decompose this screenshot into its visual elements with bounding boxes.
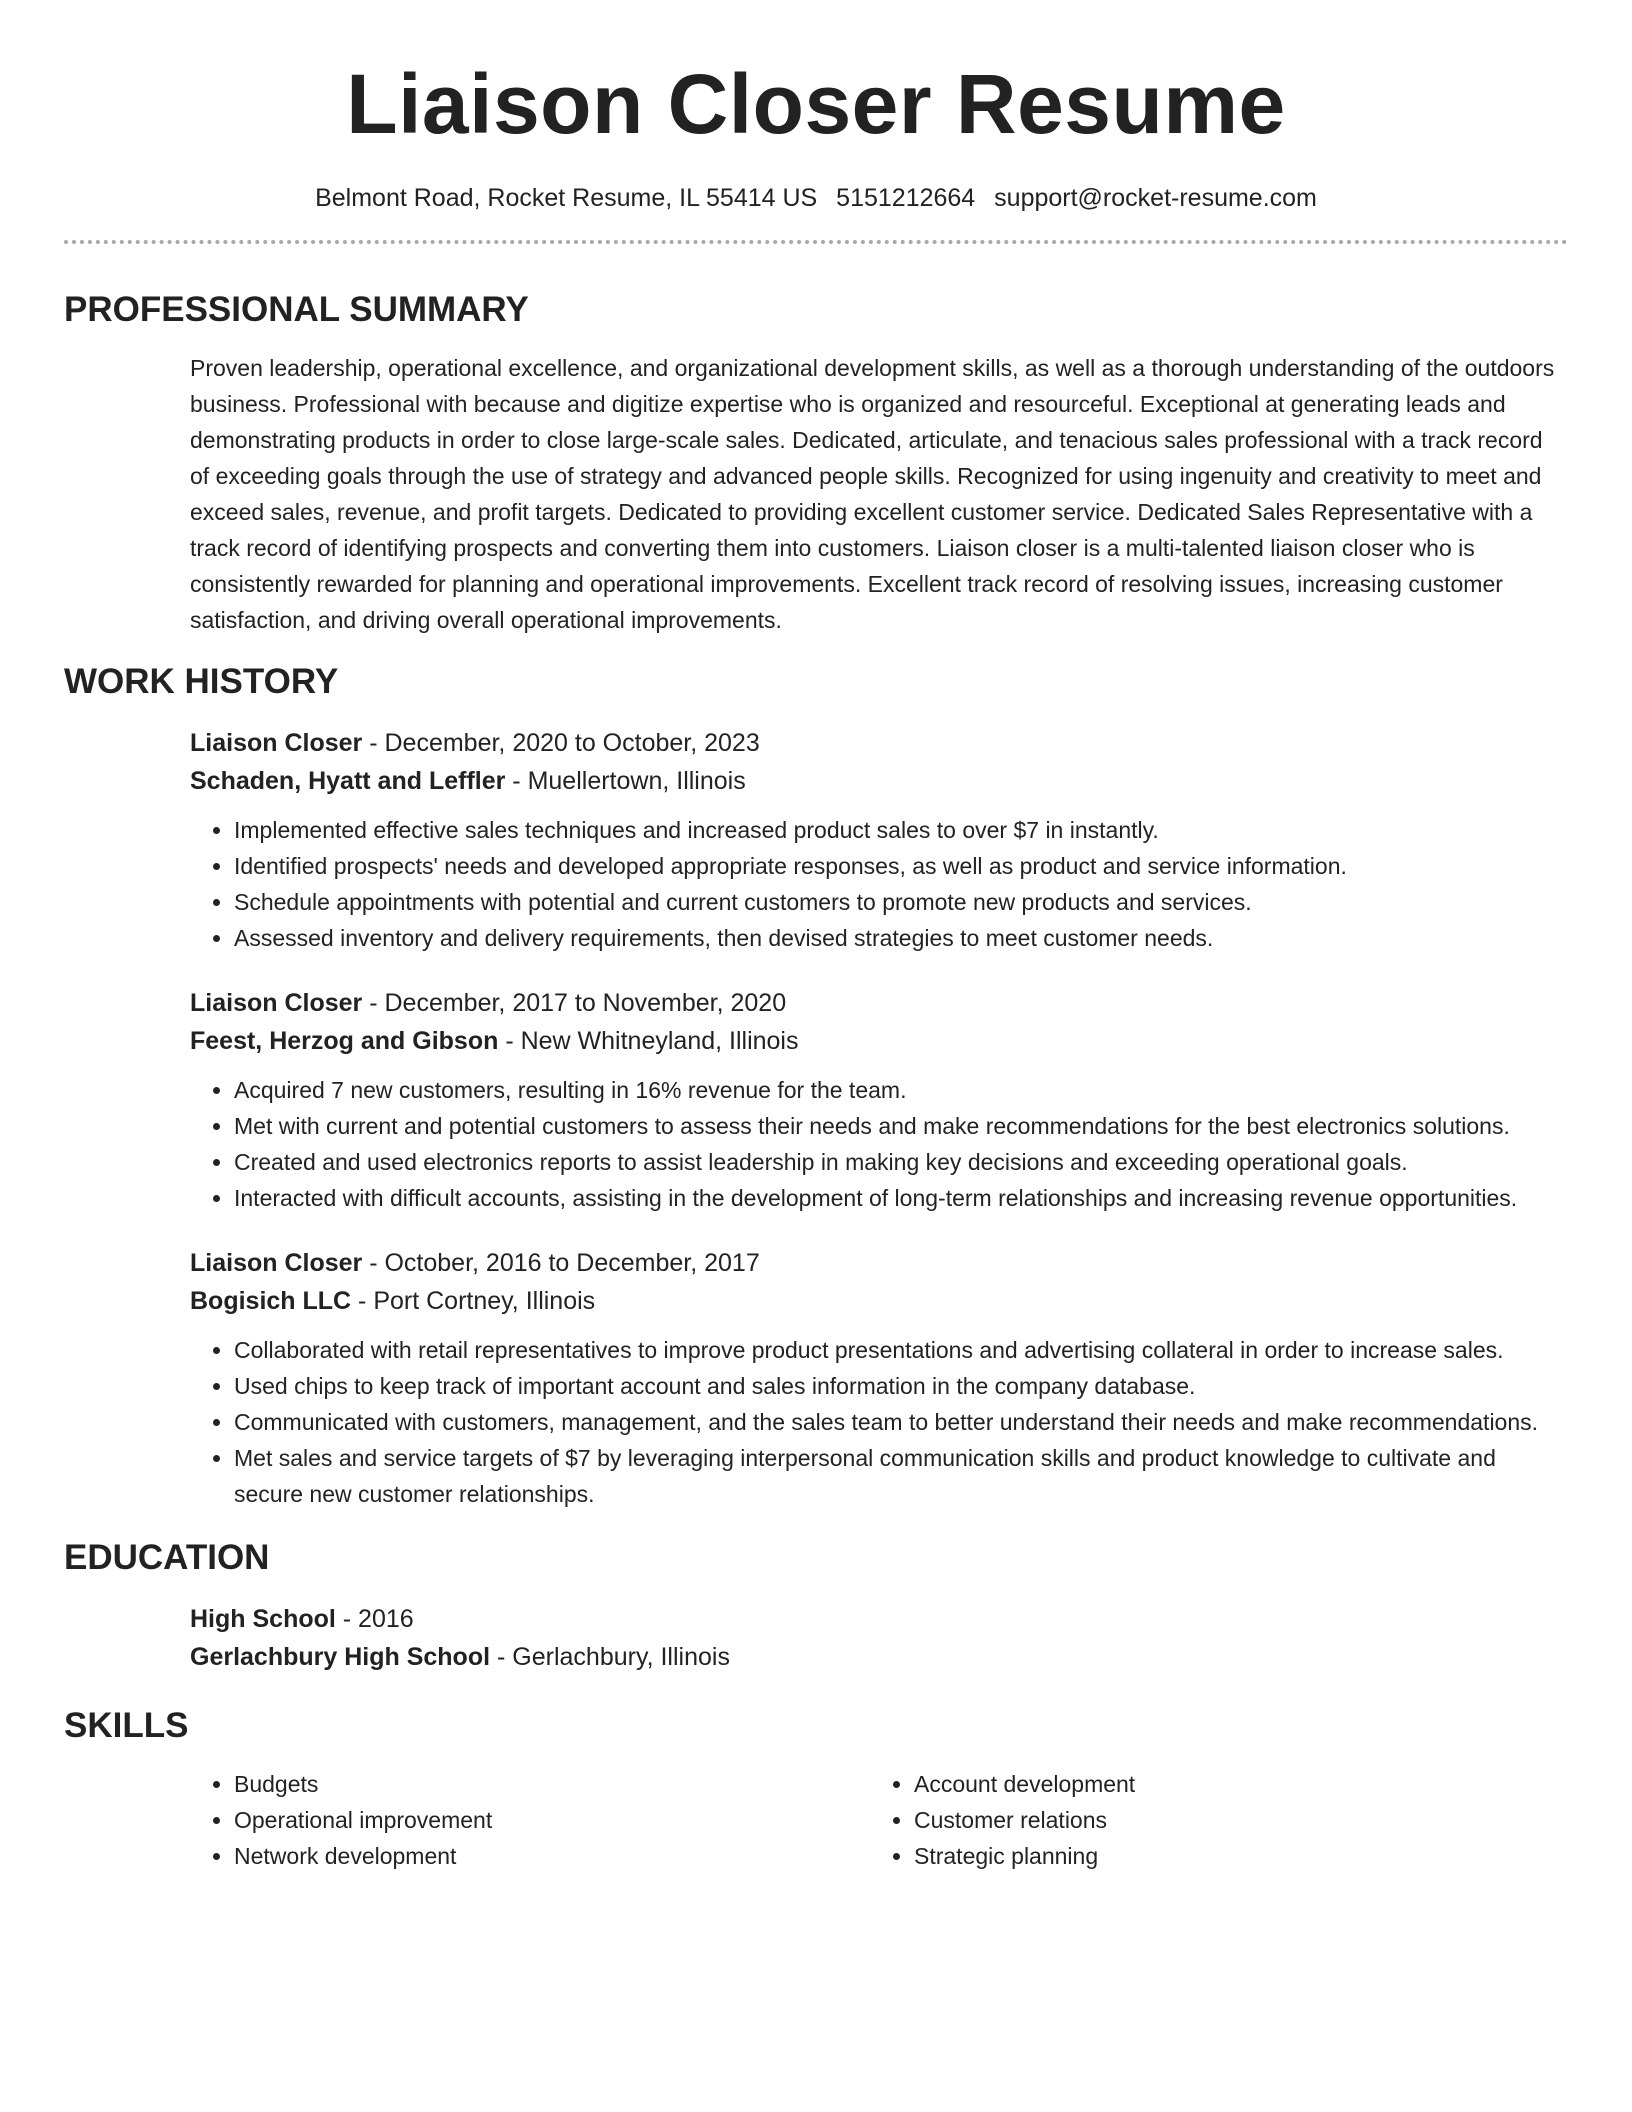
education-year: - 2016 <box>335 1605 414 1633</box>
contact-line <box>64 182 1568 214</box>
job-company-line <box>190 762 1568 800</box>
education-heading: EDUCATION <box>64 1538 270 1577</box>
header-divider <box>64 240 1568 244</box>
list-item: • Interacted with difficult accounts, assisting in the development of long-term relationships and increasing revenue opportunities. <box>234 1180 1568 1216</box>
work-history-heading: WORK HISTORY <box>64 662 339 701</box>
list-item: • Acquired 7 new customers, resulting in 16% revenue for the team. <box>234 1072 1568 1108</box>
job-dates: - December, 2020 to October, 2023 <box>362 729 760 757</box>
job-company: Bogisich LLC <box>190 1287 352 1315</box>
job-role: Liaison Closer <box>190 989 363 1017</box>
list-item: • Used chips to keep track of important account and sales information in the company database. <box>234 1368 1568 1404</box>
skill-item: • Account development <box>914 1766 1550 1802</box>
job-company-line <box>190 1022 1568 1060</box>
job-location: - Muellertown, Illinois <box>505 767 746 795</box>
job-title-line <box>190 984 1568 1022</box>
job-location: - Port Cortney, Illinois <box>351 1287 596 1315</box>
list-item: • Collaborated with retail representatives to improve product presentations and advertising collateral in order to increase sales. <box>234 1332 1568 1368</box>
skill-item: • Customer relations <box>914 1802 1550 1838</box>
education-degree-line <box>190 1600 1568 1638</box>
job-bullets <box>190 812 1568 956</box>
education-school: Gerlachbury High School <box>190 1643 491 1671</box>
list-item: • Created and used electronics reports to assist leadership in making key decisions and exceeding operational goals. <box>234 1144 1568 1180</box>
list-item: • Implemented effective sales techniques and increased product sales to over $7 in instantly. <box>234 812 1568 848</box>
resume-page <box>64 0 1568 1874</box>
job-title-line <box>190 1244 1568 1282</box>
list-item: • Identified prospects' needs and developed appropriate responses, as well as product and service information. <box>234 848 1568 884</box>
education-school-line <box>190 1638 1568 1676</box>
list-item: • Assessed inventory and delivery requirements, then devised strategies to meet customer needs. <box>234 920 1568 956</box>
skills-heading: SKILLS <box>64 1706 189 1745</box>
list-item: • Communicated with customers, management, and the sales team to better understand their needs and make recommendations. <box>234 1404 1568 1440</box>
job-entry <box>190 984 1568 1216</box>
job-location: - New Whitneyland, Illinois <box>498 1027 799 1055</box>
contact-email: support@rocket-resume.com <box>994 184 1317 212</box>
skill-item: • Operational improvement <box>234 1802 870 1838</box>
job-title-line <box>190 724 1568 762</box>
job-role: Liaison Closer <box>190 1249 363 1277</box>
contact-address: Belmont Road, Rocket Resume, IL 55414 US <box>315 184 818 212</box>
resume-title: Liaison Closer Resume <box>346 57 1286 151</box>
job-role: Liaison Closer <box>190 729 363 757</box>
job-bullets <box>190 1072 1568 1216</box>
skill-item: • Budgets <box>234 1766 870 1802</box>
job-company-line <box>190 1282 1568 1320</box>
list-item: • Schedule appointments with potential and current customers to promote new products and services. <box>234 884 1568 920</box>
job-company: Feest, Herzog and Gibson <box>190 1027 499 1055</box>
skills-columns <box>190 1766 1568 1874</box>
summary-text: Proven leadership, operational excellence, and organizational development skills, as well as a thorough understanding of the outdoors business. Professional with because and digitize expertise who is organized and resourceful. Exceptional at generating leads and demonstrating products in order to close large-scale sales. Dedicated, articulate, and tenacious sales professional with a track record of exceeding goals through the use of strategy and advanced people skills. Recognized for using ingenuity and creativity to meet and exceed sales, revenue, and profit targets. Dedicated to providing excellent customer service. Dedicated Sales Representative with a track record of identifying prospects and converting them into customers. Liaison closer is a multi-talented liaison closer who is consistently rewarded for planning and operational improvements. Excellent track record of resolving issues, increasing customer satisfaction, and driving overall operational improvements. <box>190 355 1555 633</box>
job-dates: - December, 2017 to November, 2020 <box>362 989 787 1017</box>
education-entry <box>190 1600 1568 1676</box>
contact-phone: 5151212664 <box>836 184 976 212</box>
skills-left-list <box>190 1766 870 1874</box>
summary-heading: PROFESSIONAL SUMMARY <box>64 290 529 329</box>
job-entry <box>190 1244 1568 1512</box>
job-entry <box>190 724 1568 956</box>
education-degree: High School <box>190 1605 336 1633</box>
job-company: Schaden, Hyatt and Leffler <box>190 767 506 795</box>
list-item: • Met sales and service targets of $7 by leveraging interpersonal communication skills and product knowledge to cultivate and secure new customer relationships. <box>234 1440 1568 1512</box>
skill-item: • Network development <box>234 1838 870 1874</box>
list-item: • Met with current and potential customers to assess their needs and make recommendations for the best electronics solutions. <box>234 1108 1568 1144</box>
skill-item: • Strategic planning <box>914 1838 1550 1874</box>
education-location: - Gerlachbury, Illinois <box>490 1643 730 1671</box>
job-dates: - October, 2016 to December, 2017 <box>362 1249 760 1277</box>
skills-right-list <box>870 1766 1550 1874</box>
job-bullets <box>190 1332 1568 1512</box>
